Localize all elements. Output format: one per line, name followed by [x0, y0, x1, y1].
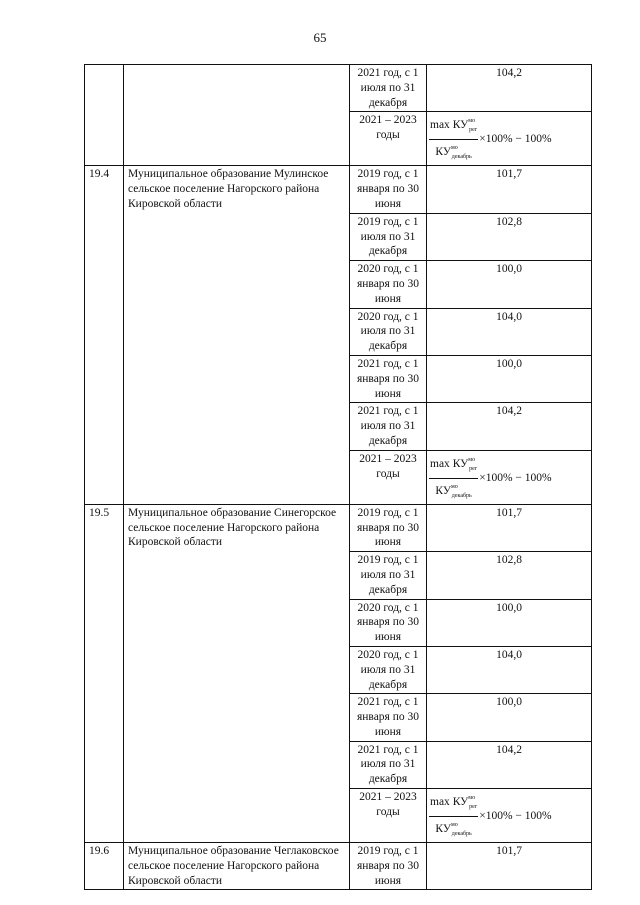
growth-formula	[429, 453, 591, 504]
formula-sup: мо	[451, 822, 458, 829]
index-value-cell: 102,8	[427, 552, 592, 599]
period-cell: 2021 – 2023 годы	[350, 450, 427, 504]
formula-max: max	[430, 796, 453, 809]
index-value-cell: 104,2	[427, 741, 592, 788]
formula-ku: КУ	[435, 146, 451, 159]
index-value-cell: 100,0	[427, 694, 592, 741]
formula-ku: КУ	[452, 457, 469, 470]
formula-denominator	[435, 817, 471, 842]
formula-tail: ×100% − 100%	[479, 471, 552, 484]
row-number-cell: 19.4	[85, 166, 124, 504]
municipality-name-cell: Муниципальное образование Синегорское сельское поселение Нагорского района Кировской области	[124, 504, 350, 842]
index-value-cell: 102,8	[427, 213, 592, 260]
period-cell: 2020 год, с 1 июля по 31 декабря	[350, 308, 427, 355]
municipality-name-cell: Муниципальное образование Чеглаковское сельское поселение Нагорского района Кировской области	[124, 843, 350, 890]
period-cell: 2019 год, с 1 января по 30 июня	[350, 504, 427, 551]
table-row	[85, 65, 592, 112]
municipality-name-cell	[124, 65, 350, 166]
formula-tail: ×100% − 100%	[479, 133, 552, 146]
period-cell: 2020 год, с 1 января по 30 июня	[350, 261, 427, 308]
period-cell: 2019 год, с 1 июля по 31 декабря	[350, 552, 427, 599]
table-row	[85, 843, 592, 890]
formula-max: max	[430, 457, 453, 470]
formula-cell	[427, 450, 592, 504]
formula-num-sub: рег	[469, 804, 478, 811]
period-cell: 2021 – 2023 годы	[350, 789, 427, 843]
formula-max: max	[430, 119, 453, 132]
formula-denominator	[435, 140, 471, 165]
formula-den-sub: декабрь	[451, 831, 472, 838]
formula-sup: мо	[468, 118, 476, 125]
period-cell: 2019 год, с 1 января по 30 июня	[350, 166, 427, 213]
page-number: 65	[313, 30, 327, 45]
formula-ku: КУ	[435, 484, 451, 497]
formula-sup: мо	[468, 456, 476, 463]
formula-ku: КУ	[452, 796, 469, 809]
period-cell: 2021 год, с 1 июля по 31 декабря	[350, 403, 427, 450]
formula-ku: КУ	[435, 823, 451, 836]
period-cell: 2019 год, с 1 января по 30 июня	[350, 843, 427, 890]
index-value-cell: 104,2	[427, 65, 592, 112]
index-value-cell: 100,0	[427, 261, 592, 308]
formula-den-sub: декабрь	[451, 492, 472, 499]
formula-cell	[427, 112, 592, 166]
formula-numerator	[429, 114, 478, 140]
index-value-cell: 104,2	[427, 403, 592, 450]
period-cell: 2021 – 2023 годы	[350, 112, 427, 166]
formula-sup: мо	[468, 795, 476, 802]
row-number-cell	[85, 65, 124, 166]
index-value-cell: 100,0	[427, 355, 592, 402]
formula-cell	[427, 789, 592, 843]
formula-den-sub: декабрь	[451, 154, 472, 161]
formula-fraction	[429, 453, 478, 504]
period-cell: 2019 год, с 1 июля по 31 декабря	[350, 213, 427, 260]
period-cell: 2021 год, с 1 января по 30 июня	[350, 694, 427, 741]
table-row	[85, 504, 592, 551]
index-value-cell: 104,0	[427, 308, 592, 355]
period-cell: 2021 год, с 1 января по 30 июня	[350, 355, 427, 402]
growth-formula	[429, 791, 591, 842]
formula-num-sub: рег	[469, 127, 478, 134]
municipality-name-cell: Муниципальное образование Мулинское сельское поселение Нагорского района Кировской области	[124, 166, 350, 504]
formula-tail: ×100% − 100%	[479, 810, 552, 823]
period-cell: 2020 год, с 1 января по 30 июня	[350, 599, 427, 646]
formula-ku: КУ	[452, 119, 469, 132]
index-value-cell: 101,7	[427, 843, 592, 890]
period-cell: 2021 год, с 1 июля по 31 декабря	[350, 741, 427, 788]
table-row	[85, 166, 592, 213]
row-number-cell: 19.5	[85, 504, 124, 842]
formula-denominator	[435, 479, 471, 504]
formula-sup: мо	[451, 145, 458, 152]
formula-fraction	[429, 114, 478, 165]
formula-numerator	[429, 791, 478, 817]
formula-sup: мо	[451, 483, 458, 490]
growth-formula	[429, 114, 591, 165]
index-value-cell: 100,0	[427, 599, 592, 646]
formula-num-sub: рег	[469, 465, 478, 472]
period-cell: 2021 год, с 1 июля по 31 декабря	[350, 65, 427, 112]
formula-fraction	[429, 791, 478, 842]
tariff-index-table	[84, 64, 592, 890]
index-value-cell: 101,7	[427, 166, 592, 213]
row-number-cell: 19.6	[85, 843, 124, 890]
index-value-cell: 104,0	[427, 646, 592, 693]
period-cell: 2020 год, с 1 июля по 31 декабря	[350, 646, 427, 693]
index-value-cell: 101,7	[427, 504, 592, 551]
formula-numerator	[429, 453, 478, 479]
